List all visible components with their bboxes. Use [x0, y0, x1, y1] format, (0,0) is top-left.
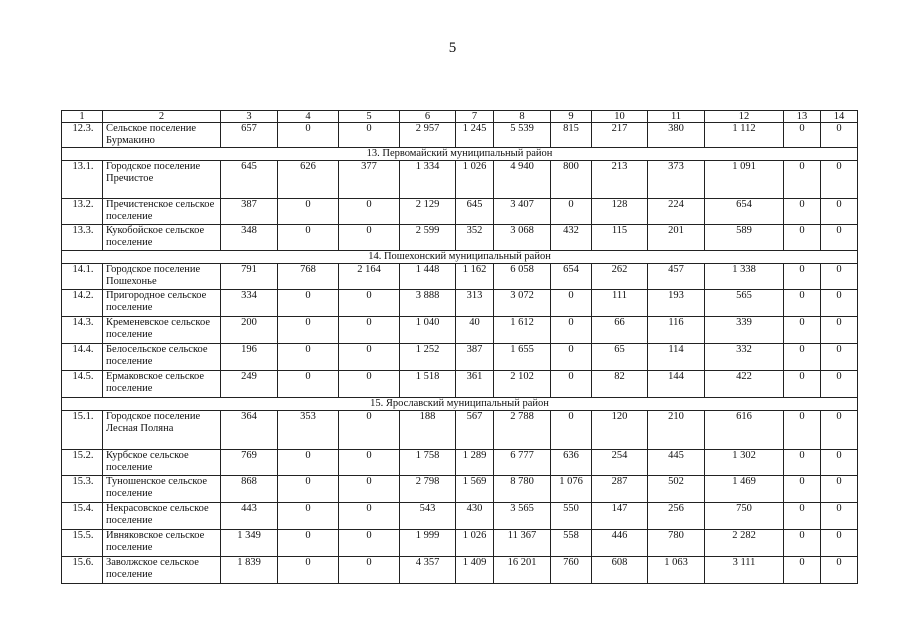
table-row — [62, 290, 858, 317]
value-cell: 0 — [821, 161, 858, 199]
table-row — [62, 161, 858, 199]
value-cell: 0 — [339, 317, 400, 344]
section-row — [62, 251, 858, 264]
value-cell: 3 068 — [494, 225, 551, 251]
value-cell: 0 — [821, 450, 858, 476]
table-row — [62, 344, 858, 371]
table-row — [62, 476, 858, 503]
value-cell: 0 — [784, 450, 821, 476]
value-cell: 0 — [339, 290, 400, 317]
value-cell: 1 040 — [400, 317, 456, 344]
settlement-name: Заволжское сельское поселение — [103, 557, 221, 584]
value-cell: 0 — [278, 557, 339, 584]
value-cell: 1 245 — [456, 123, 494, 148]
value-cell: 0 — [339, 371, 400, 398]
value-cell: 0 — [339, 225, 400, 251]
header-cell: 13 — [784, 111, 821, 123]
value-cell: 188 — [400, 411, 456, 450]
header-cell: 11 — [648, 111, 705, 123]
settlement-name: Городское поселение Пречистое — [103, 161, 221, 199]
value-cell: 558 — [551, 530, 592, 557]
value-cell: 780 — [648, 530, 705, 557]
value-cell: 1 999 — [400, 530, 456, 557]
value-cell: 5 539 — [494, 123, 551, 148]
value-cell: 352 — [456, 225, 494, 251]
settlement-name: Городское поселение Пошехонье — [103, 264, 221, 290]
value-cell: 193 — [648, 290, 705, 317]
value-cell: 815 — [551, 123, 592, 148]
header-cell: 5 — [339, 111, 400, 123]
value-cell: 3 888 — [400, 290, 456, 317]
settlement-name: Белосельское сельское поселение — [103, 344, 221, 371]
value-cell: 0 — [784, 317, 821, 344]
value-cell: 432 — [551, 225, 592, 251]
settlement-name: Кременевское сельское поселение — [103, 317, 221, 344]
section-row — [62, 148, 858, 161]
value-cell: 0 — [278, 530, 339, 557]
row-number: 13.3. — [62, 225, 103, 251]
row-number: 14.4. — [62, 344, 103, 371]
settlement-name: Сельское поселение Бурмакино — [103, 123, 221, 148]
value-cell: 0 — [784, 264, 821, 290]
value-cell: 217 — [592, 123, 648, 148]
value-cell: 1 338 — [705, 264, 784, 290]
value-cell: 16 201 — [494, 557, 551, 584]
value-cell: 111 — [592, 290, 648, 317]
value-cell: 0 — [339, 530, 400, 557]
value-cell: 1 289 — [456, 450, 494, 476]
value-cell: 1 026 — [456, 530, 494, 557]
value-cell: 3 565 — [494, 503, 551, 530]
value-cell: 65 — [592, 344, 648, 371]
value-cell: 144 — [648, 371, 705, 398]
value-cell: 657 — [221, 123, 278, 148]
value-cell: 0 — [278, 503, 339, 530]
value-cell: 0 — [551, 199, 592, 225]
value-cell: 0 — [551, 411, 592, 450]
value-cell: 114 — [648, 344, 705, 371]
value-cell: 0 — [784, 371, 821, 398]
value-cell: 334 — [221, 290, 278, 317]
value-cell: 224 — [648, 199, 705, 225]
settlement-name: Пригородное сельское поселение — [103, 290, 221, 317]
table-row — [62, 264, 858, 290]
value-cell: 1 063 — [648, 557, 705, 584]
header-cell: 4 — [278, 111, 339, 123]
value-cell: 1 758 — [400, 450, 456, 476]
value-cell: 0 — [821, 317, 858, 344]
header-cell: 3 — [221, 111, 278, 123]
value-cell: 115 — [592, 225, 648, 251]
value-cell: 422 — [705, 371, 784, 398]
value-cell: 0 — [278, 450, 339, 476]
value-cell: 0 — [784, 290, 821, 317]
value-cell: 769 — [221, 450, 278, 476]
value-cell: 1 302 — [705, 450, 784, 476]
value-cell: 364 — [221, 411, 278, 450]
row-number: 13.1. — [62, 161, 103, 199]
value-cell: 443 — [221, 503, 278, 530]
header-cell: 6 — [400, 111, 456, 123]
value-cell: 0 — [551, 371, 592, 398]
section-title: 14. Пошехонский муниципальный район — [62, 251, 858, 264]
value-cell: 567 — [456, 411, 494, 450]
value-cell: 1 448 — [400, 264, 456, 290]
value-cell: 0 — [278, 123, 339, 148]
table-row — [62, 225, 858, 251]
header-cell: 12 — [705, 111, 784, 123]
value-cell: 373 — [648, 161, 705, 199]
value-cell: 2 282 — [705, 530, 784, 557]
value-cell: 636 — [551, 450, 592, 476]
value-cell: 6 777 — [494, 450, 551, 476]
row-number: 14.2. — [62, 290, 103, 317]
value-cell: 645 — [456, 199, 494, 225]
value-cell: 116 — [648, 317, 705, 344]
value-cell: 589 — [705, 225, 784, 251]
value-cell: 446 — [592, 530, 648, 557]
value-cell: 0 — [278, 476, 339, 503]
value-cell: 66 — [592, 317, 648, 344]
value-cell: 3 407 — [494, 199, 551, 225]
settlement-name: Городское поселение Лесная Поляна — [103, 411, 221, 450]
row-number: 14.3. — [62, 317, 103, 344]
value-cell: 2 129 — [400, 199, 456, 225]
value-cell: 262 — [592, 264, 648, 290]
value-cell: 0 — [784, 411, 821, 450]
value-cell: 1 612 — [494, 317, 551, 344]
value-cell: 1 112 — [705, 123, 784, 148]
value-cell: 2 957 — [400, 123, 456, 148]
settlement-name: Некрасовское сельское поселение — [103, 503, 221, 530]
value-cell: 11 367 — [494, 530, 551, 557]
header-cell: 14 — [821, 111, 858, 123]
value-cell: 2 599 — [400, 225, 456, 251]
settlement-name: Курбское сельское поселение — [103, 450, 221, 476]
value-cell: 565 — [705, 290, 784, 317]
value-cell: 0 — [784, 225, 821, 251]
value-cell: 0 — [784, 503, 821, 530]
header-cell: 10 — [592, 111, 648, 123]
value-cell: 0 — [784, 161, 821, 199]
section-row — [62, 398, 858, 411]
header-cell: 8 — [494, 111, 551, 123]
value-cell: 0 — [339, 476, 400, 503]
value-cell: 0 — [278, 225, 339, 251]
value-cell: 8 780 — [494, 476, 551, 503]
value-cell: 1 026 — [456, 161, 494, 199]
value-cell: 750 — [705, 503, 784, 530]
value-cell: 0 — [821, 530, 858, 557]
value-cell: 0 — [784, 123, 821, 148]
value-cell: 0 — [821, 290, 858, 317]
value-cell: 0 — [821, 411, 858, 450]
value-cell: 0 — [339, 450, 400, 476]
value-cell: 0 — [784, 530, 821, 557]
value-cell: 868 — [221, 476, 278, 503]
table-row — [62, 411, 858, 450]
value-cell: 1 334 — [400, 161, 456, 199]
row-number: 14.1. — [62, 264, 103, 290]
value-cell: 1 162 — [456, 264, 494, 290]
value-cell: 1 252 — [400, 344, 456, 371]
value-cell: 3 111 — [705, 557, 784, 584]
value-cell: 0 — [278, 199, 339, 225]
settlement-name: Кукобойское сельское поселение — [103, 225, 221, 251]
value-cell: 768 — [278, 264, 339, 290]
value-cell: 213 — [592, 161, 648, 199]
value-cell: 760 — [551, 557, 592, 584]
value-cell: 800 — [551, 161, 592, 199]
value-cell: 348 — [221, 225, 278, 251]
value-cell: 1 839 — [221, 557, 278, 584]
value-cell: 0 — [339, 199, 400, 225]
value-cell: 0 — [339, 344, 400, 371]
value-cell: 339 — [705, 317, 784, 344]
value-cell: 791 — [221, 264, 278, 290]
row-number: 15.3. — [62, 476, 103, 503]
value-cell: 0 — [821, 557, 858, 584]
header-cell: 7 — [456, 111, 494, 123]
value-cell: 0 — [821, 476, 858, 503]
value-cell: 1 076 — [551, 476, 592, 503]
value-cell: 387 — [221, 199, 278, 225]
value-cell: 608 — [592, 557, 648, 584]
value-cell: 0 — [821, 264, 858, 290]
value-cell: 616 — [705, 411, 784, 450]
value-cell: 0 — [339, 411, 400, 450]
value-cell: 377 — [339, 161, 400, 199]
value-cell: 0 — [278, 317, 339, 344]
value-cell: 249 — [221, 371, 278, 398]
header-cell: 2 — [103, 111, 221, 123]
value-cell: 196 — [221, 344, 278, 371]
value-cell: 256 — [648, 503, 705, 530]
value-cell: 0 — [551, 344, 592, 371]
value-cell: 210 — [648, 411, 705, 450]
value-cell: 3 072 — [494, 290, 551, 317]
settlement-name: Ермаковское сельское поселение — [103, 371, 221, 398]
value-cell: 40 — [456, 317, 494, 344]
value-cell: 380 — [648, 123, 705, 148]
row-number: 15.2. — [62, 450, 103, 476]
value-cell: 1 469 — [705, 476, 784, 503]
value-cell: 0 — [784, 557, 821, 584]
value-cell: 1 349 — [221, 530, 278, 557]
value-cell: 1 409 — [456, 557, 494, 584]
data-table — [61, 110, 858, 584]
header-cell: 9 — [551, 111, 592, 123]
value-cell: 0 — [821, 371, 858, 398]
settlement-name: Пречистенское сельское поселение — [103, 199, 221, 225]
value-cell: 550 — [551, 503, 592, 530]
value-cell: 201 — [648, 225, 705, 251]
value-cell: 0 — [821, 225, 858, 251]
settlement-name: Ивняковское сельское поселение — [103, 530, 221, 557]
value-cell: 0 — [551, 317, 592, 344]
value-cell: 120 — [592, 411, 648, 450]
row-number: 13.2. — [62, 199, 103, 225]
row-number: 12.3. — [62, 123, 103, 148]
value-cell: 543 — [400, 503, 456, 530]
row-number: 15.1. — [62, 411, 103, 450]
page-number: 5 — [448, 40, 457, 56]
value-cell: 654 — [705, 199, 784, 225]
value-cell: 0 — [821, 344, 858, 371]
settlement-name: Туношенское сельское поселение — [103, 476, 221, 503]
value-cell: 0 — [784, 476, 821, 503]
table-row — [62, 199, 858, 225]
value-cell: 626 — [278, 161, 339, 199]
value-cell: 654 — [551, 264, 592, 290]
table-row — [62, 503, 858, 530]
value-cell: 82 — [592, 371, 648, 398]
table-row — [62, 557, 858, 584]
value-cell: 353 — [278, 411, 339, 450]
table-row — [62, 317, 858, 344]
value-cell: 0 — [339, 503, 400, 530]
value-cell: 1 655 — [494, 344, 551, 371]
value-cell: 457 — [648, 264, 705, 290]
row-number: 14.5. — [62, 371, 103, 398]
value-cell: 2 798 — [400, 476, 456, 503]
value-cell: 445 — [648, 450, 705, 476]
value-cell: 0 — [278, 344, 339, 371]
row-number: 15.4. — [62, 503, 103, 530]
value-cell: 287 — [592, 476, 648, 503]
value-cell: 387 — [456, 344, 494, 371]
value-cell: 0 — [821, 123, 858, 148]
value-cell: 0 — [339, 557, 400, 584]
value-cell: 0 — [784, 199, 821, 225]
value-cell: 0 — [821, 503, 858, 530]
value-cell: 2 102 — [494, 371, 551, 398]
value-cell: 128 — [592, 199, 648, 225]
value-cell: 0 — [551, 290, 592, 317]
value-cell: 502 — [648, 476, 705, 503]
value-cell: 254 — [592, 450, 648, 476]
value-cell: 0 — [821, 199, 858, 225]
value-cell: 0 — [278, 371, 339, 398]
value-cell: 361 — [456, 371, 494, 398]
value-cell: 313 — [456, 290, 494, 317]
row-number: 15.5. — [62, 530, 103, 557]
value-cell: 1 091 — [705, 161, 784, 199]
value-cell: 200 — [221, 317, 278, 344]
value-cell: 147 — [592, 503, 648, 530]
value-cell: 1 569 — [456, 476, 494, 503]
table-row — [62, 450, 858, 476]
row-number: 15.6. — [62, 557, 103, 584]
header-row — [62, 111, 858, 123]
section-title: 15. Ярославский муниципальный район — [62, 398, 858, 411]
value-cell: 2 164 — [339, 264, 400, 290]
table-row — [62, 371, 858, 398]
value-cell: 4 357 — [400, 557, 456, 584]
value-cell: 4 940 — [494, 161, 551, 199]
value-cell: 430 — [456, 503, 494, 530]
value-cell: 0 — [339, 123, 400, 148]
header-cell: 1 — [62, 111, 103, 123]
value-cell: 645 — [221, 161, 278, 199]
value-cell: 1 518 — [400, 371, 456, 398]
table-row — [62, 123, 858, 148]
value-cell: 0 — [278, 290, 339, 317]
value-cell: 2 788 — [494, 411, 551, 450]
table-row — [62, 530, 858, 557]
value-cell: 0 — [784, 344, 821, 371]
value-cell: 332 — [705, 344, 784, 371]
value-cell: 6 058 — [494, 264, 551, 290]
section-title: 13. Первомайский муниципальный район — [62, 148, 858, 161]
